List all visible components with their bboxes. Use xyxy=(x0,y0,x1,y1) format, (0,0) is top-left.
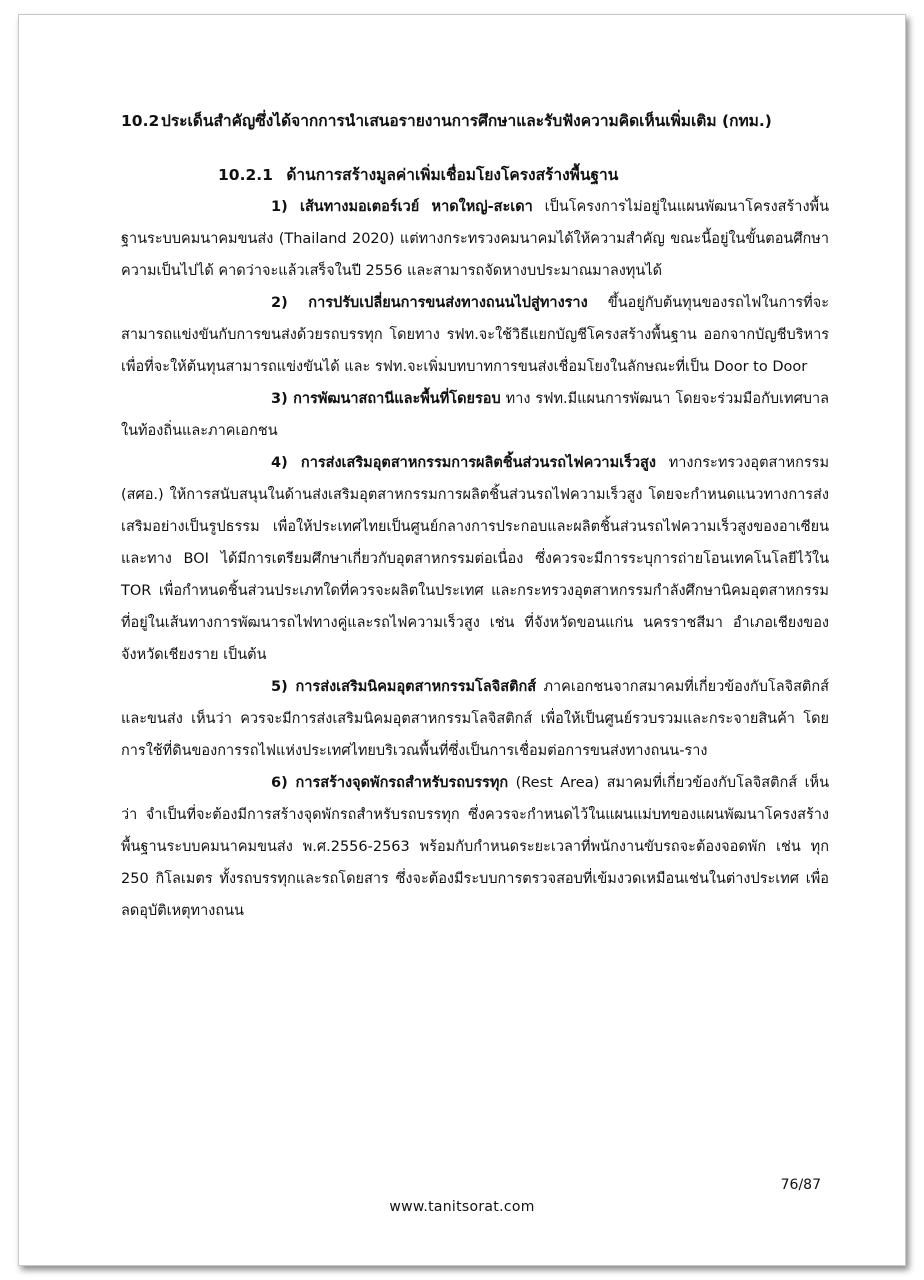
subsection-heading xyxy=(121,159,829,191)
item-body: ขึ้นอยู่กับต้นทุนของรถไฟในการที่จะสามารถแข่งขันกับการขนส่งด้วยรถบรรทุก โดยทาง รฟท.จะใช้วิธีแยกบัญชีโครงสร้างพื้นฐาน ออกจากบัญชีบริหาร เพื่อที่จะให้ต้นทุนสามารถแข่งขันได้ และ รฟท.จะเพิ่มบทบาทการขนส่งเชื่อมโยงในลักษณะที่เป็น Door to Door xyxy=(121,295,829,375)
item-body: ทาง รฟท.มีแผนการพัฒนา โดยจะร่วมมือกับเทศบาลในท้องถิ่นและภาคเอกชน xyxy=(121,391,829,439)
page-content xyxy=(121,105,829,927)
document-page xyxy=(18,14,906,1266)
footer-url: www.tanitsorat.com xyxy=(389,1199,535,1215)
item-heading: 6) การสร้างจุดพักรถสำหรับรถบรรทุก xyxy=(271,775,509,791)
item-body: เป็นโครงการไม่อยู่ในแผนพัฒนาโครงสร้างพื้นฐานระบบคมนาคมขนส่ง (Thailand 2020) แต่ทางกระทรวงคมนาคมได้ให้ความสำคัญ ขณะนี้อยู่ในขั้นตอนศึกษาความเป็นไปได้ คาดว่าจะแล้วเสร็จในปี 2556 และสามารถจัดหางบประมาณมาลงทุนได้ xyxy=(121,199,829,279)
item-body: (Rest Area) สมาคมที่เกี่ยวข้องกับโลจิสติกส์ เห็นว่า จำเป็นที่จะต้องมีการสร้างจุดพักรถสำหรับรถบรรทุก ซึ่งควรจะกำหนดไว้ในแผนแม่บทของแผนพัฒนาโครงสร้างพื้นฐานระบบคมนาคมขนส่ง พ.ศ.2556-2563 พร้อมกับกำหนดระยะเวลาที่พนักงานขับรถจะต้องจอดพัก เช่น ทุก 250 กิโลเมตร ทั้งรถบรรทุกและรถโดยสาร ซึ่งจะต้องมีระบบการตรวจสอบที่เข้มงวดเหมือนเช่นในต่างประเทศ เพื่อลดอุบัติเหตุทางถนน xyxy=(121,775,829,919)
subsection-number: 10.2.1 xyxy=(218,166,273,184)
paragraph-item-3 xyxy=(121,383,829,447)
paragraph-item-6 xyxy=(121,767,829,927)
item-body: ทางกระทรวงอุตสาหกรรม (สศอ.) ให้การสนับสนุนในด้านส่งเสริมอุตสาหกรรมการผลิตชิ้นส่วนรถไฟความเร็วสูง โดยจะกำหนดแนวทางการส่งเสริมอย่างเป็นรูปธรรม เพื่อให้ประเทศไทยเป็นศูนย์กลางการประกอบและผลิตชิ้นส่วนรถไฟความเร็วสูงของอาเซียน และทาง BOI ได้มีการเตรียมศึกษาเกี่ยวกับอุตสาหกรรมต่อเนื่อง ซึ่งควรจะมีการระบุการถ่ายโอนเทคโนโลยีไว้ใน TOR เพื่อกำหนดชิ้นส่วนประเภทใดที่ควรจะผลิตในประเทศ และกระทรวงอุตสาหกรรมกำลังศึกษานิคมอุตสาหกรรมที่อยู่ในเส้นทางการพัฒนารถไฟทางคู่และรถไฟความเร็วสูง เช่น ที่จังหวัดขอนแก่น นครราชสีมา อำเภอเชียงของ จังหวัดเชียงราย เป็นต้น xyxy=(121,455,830,663)
paragraph-item-1 xyxy=(121,191,829,287)
item-body: ภาคเอกชนจากสมาคมที่เกี่ยวข้องกับโลจิสติกส์และขนส่ง เห็นว่า ควรจะมีการส่งเสริมนิคมอุตสาหกรรมโลจิสติกส์ เพื่อให้เป็นศูนย์รวบรวมและกระจายสินค้า โดยการใช้ที่ดินของการรถไฟแห่งประเทศไทยบริเวณพื้นที่ซึ่งเป็นการเชื่อมต่อการขนส่งทางถนน-ราง xyxy=(121,679,829,759)
paragraph-item-5 xyxy=(121,671,829,767)
item-heading: 3) การพัฒนาสถานีและพื้นที่โดยรอบ xyxy=(271,391,501,407)
paragraph-item-2 xyxy=(121,287,829,383)
paragraph-item-4 xyxy=(121,447,829,671)
subsection-title: ด้านการสร้างมูลค่าเพิ่มเชื่อมโยงโครงสร้างพื้นฐาน xyxy=(286,166,619,184)
section-title: ประเด็นสำคัญซึ่งได้จากการนำเสนอรายงานการศึกษาและรับฟังความคิดเห็นเพิ่มเติม (กทม.) xyxy=(161,112,772,130)
item-heading: 5) การส่งเสริมนิคมอุตสาหกรรมโลจิสติกส์ xyxy=(271,679,537,695)
page-number: 76/87 xyxy=(780,1177,821,1193)
item-heading: 2) การปรับเปลี่ยนการขนส่งทางถนนไปสู่ทางราง xyxy=(271,295,588,311)
item-heading: 1) เส้นทางมอเตอร์เวย์ หาดใหญ่-สะเดา xyxy=(271,199,533,215)
section-number: 10.2 xyxy=(121,112,160,130)
section-heading xyxy=(121,105,829,137)
item-heading: 4) การส่งเสริมอุตสาหกรรมการผลิตชิ้นส่วนรถไฟความเร็วสูง xyxy=(271,455,656,471)
